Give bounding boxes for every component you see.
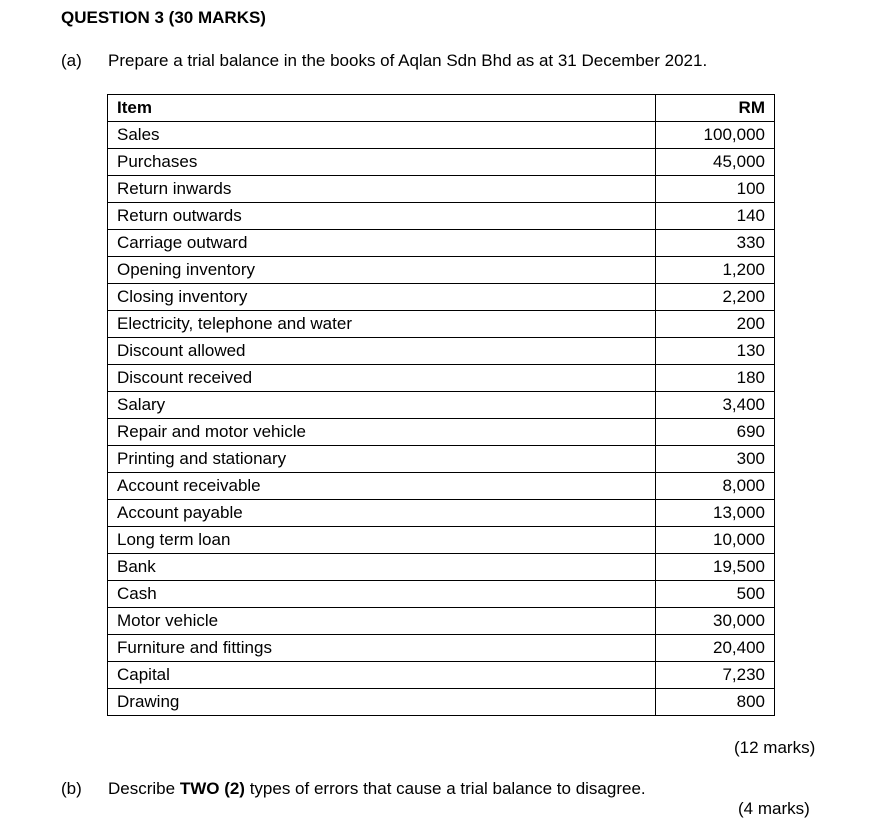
row-item: Repair and motor vehicle bbox=[108, 419, 656, 446]
row-item: Electricity, telephone and water bbox=[108, 311, 656, 338]
row-item: Return outwards bbox=[108, 203, 656, 230]
row-amount: 10,000 bbox=[656, 527, 775, 554]
part-b-text bbox=[108, 779, 646, 799]
table-row bbox=[108, 230, 775, 257]
table-row bbox=[108, 203, 775, 230]
row-item: Discount allowed bbox=[108, 338, 656, 365]
part-b-label: (b) bbox=[61, 779, 82, 798]
row-amount: 100 bbox=[656, 176, 775, 203]
part-a-label: (a) bbox=[61, 51, 82, 70]
row-amount: 3,400 bbox=[656, 392, 775, 419]
row-amount: 500 bbox=[656, 581, 775, 608]
table-row bbox=[108, 284, 775, 311]
row-amount: 20,400 bbox=[656, 635, 775, 662]
table-row bbox=[108, 365, 775, 392]
table-row bbox=[108, 311, 775, 338]
row-item: Return inwards bbox=[108, 176, 656, 203]
row-item: Sales bbox=[108, 122, 656, 149]
row-amount: 690 bbox=[656, 419, 775, 446]
part-b-text-bold: TWO (2) bbox=[179, 779, 245, 798]
part-b-text-after: types of errors that cause a trial balance to disagree. bbox=[244, 779, 646, 798]
table-header-row bbox=[108, 95, 775, 122]
row-amount: 8,000 bbox=[656, 473, 775, 500]
table-row bbox=[108, 473, 775, 500]
row-amount: 2,200 bbox=[656, 284, 775, 311]
table-row bbox=[108, 149, 775, 176]
row-item: Closing inventory bbox=[108, 284, 656, 311]
table-row bbox=[108, 527, 775, 554]
row-item: Capital bbox=[108, 662, 656, 689]
row-amount: 100,000 bbox=[656, 122, 775, 149]
row-amount: 200 bbox=[656, 311, 775, 338]
row-item: Printing and stationary bbox=[108, 446, 656, 473]
table-row bbox=[108, 338, 775, 365]
row-amount: 180 bbox=[656, 365, 775, 392]
rm-column-header: RM bbox=[656, 95, 775, 122]
row-amount: 300 bbox=[656, 446, 775, 473]
row-amount: 130 bbox=[656, 338, 775, 365]
table-row bbox=[108, 689, 775, 716]
table-row bbox=[108, 176, 775, 203]
row-item: Furniture and fittings bbox=[108, 635, 656, 662]
row-amount: 13,000 bbox=[656, 500, 775, 527]
table-row bbox=[108, 122, 775, 149]
row-amount: 140 bbox=[656, 203, 775, 230]
table-row bbox=[108, 554, 775, 581]
table-row bbox=[108, 581, 775, 608]
table-body bbox=[108, 122, 775, 716]
row-amount: 30,000 bbox=[656, 608, 775, 635]
row-item: Opening inventory bbox=[108, 257, 656, 284]
table-row bbox=[108, 446, 775, 473]
row-amount: 1,200 bbox=[656, 257, 775, 284]
question-title: QUESTION 3 (30 MARKS) bbox=[61, 8, 266, 27]
part-a-marks: (12 marks) bbox=[734, 738, 816, 757]
part-b-marks: (4 marks) bbox=[738, 799, 810, 818]
row-item: Carriage outward bbox=[108, 230, 656, 257]
row-item: Cash bbox=[108, 581, 656, 608]
row-amount: 7,230 bbox=[656, 662, 775, 689]
row-amount: 45,000 bbox=[656, 149, 775, 176]
row-item: Salary bbox=[108, 392, 656, 419]
table-row bbox=[108, 257, 775, 284]
row-item: Motor vehicle bbox=[108, 608, 656, 635]
table-row bbox=[108, 392, 775, 419]
row-amount: 330 bbox=[656, 230, 775, 257]
item-column-header: Item bbox=[108, 95, 656, 122]
table-row bbox=[108, 419, 775, 446]
row-item: Long term loan bbox=[108, 527, 656, 554]
trial-balance-table bbox=[107, 94, 775, 716]
table-row bbox=[108, 500, 775, 527]
table-row bbox=[108, 635, 775, 662]
row-item: Account payable bbox=[108, 500, 656, 527]
row-amount: 800 bbox=[656, 689, 775, 716]
table-row bbox=[108, 662, 775, 689]
row-item: Drawing bbox=[108, 689, 656, 716]
part-b-text-before: Describe bbox=[108, 779, 180, 798]
row-item: Account receivable bbox=[108, 473, 656, 500]
row-amount: 19,500 bbox=[656, 554, 775, 581]
row-item: Discount received bbox=[108, 365, 656, 392]
row-item: Bank bbox=[108, 554, 656, 581]
table-row bbox=[108, 608, 775, 635]
row-item: Purchases bbox=[108, 149, 656, 176]
part-a-text: Prepare a trial balance in the books of Aqlan Sdn Bhd as at 31 December 2021. bbox=[108, 51, 708, 70]
